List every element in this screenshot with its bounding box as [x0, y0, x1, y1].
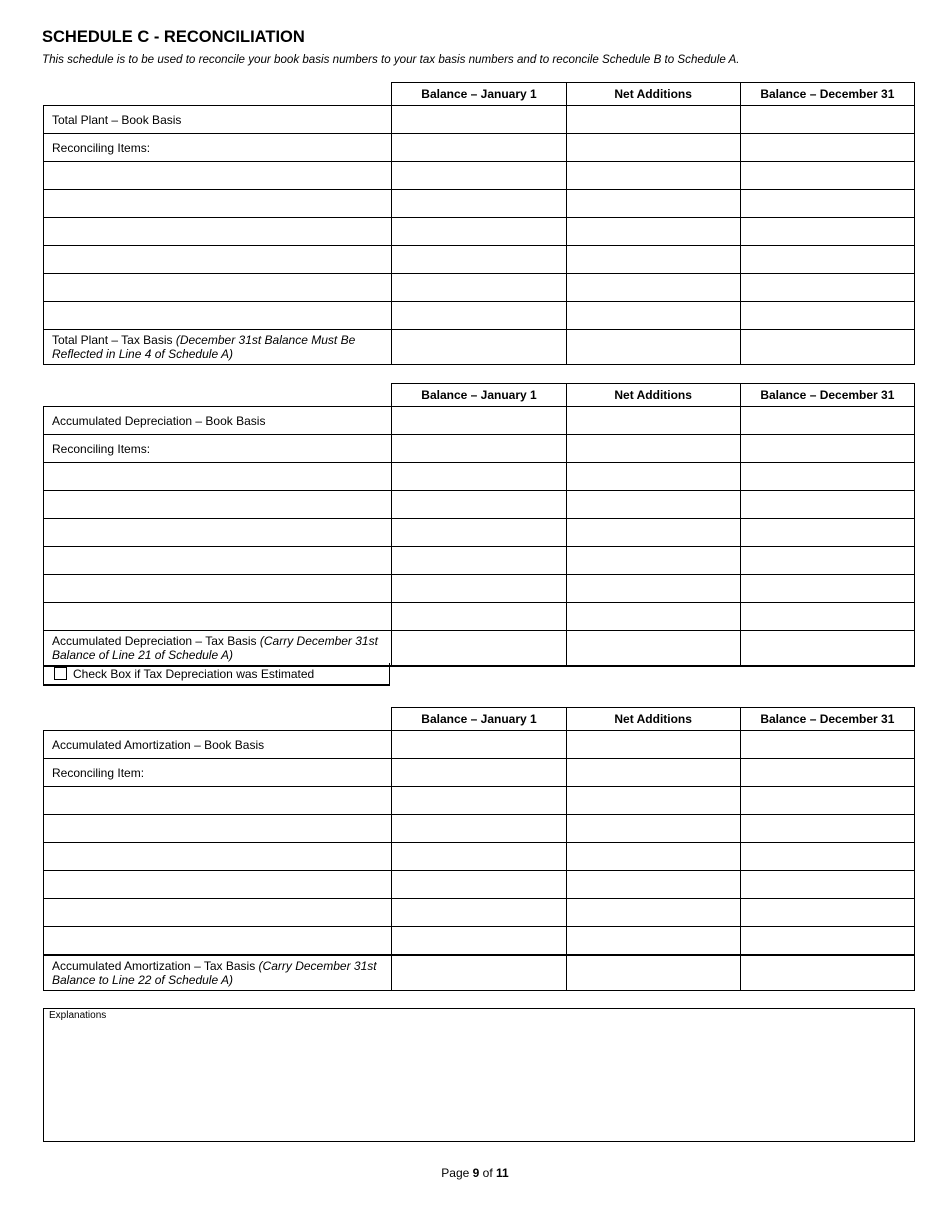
input-cell[interactable] [392, 330, 566, 365]
col-header-balance-jan: Balance – January 1 [392, 708, 566, 731]
plant-table [43, 82, 915, 365]
row-label: Accumulated Depreciation – Tax Basis (Carry December 31st Balance of Line 21 of Schedule A) [44, 631, 392, 667]
table-row [44, 246, 915, 274]
input-cell[interactable] [566, 246, 740, 274]
depreciation-table [43, 383, 915, 667]
table-row [44, 134, 915, 162]
input-cell[interactable] [44, 787, 392, 815]
input-cell[interactable] [740, 134, 914, 162]
input-cell[interactable] [740, 246, 914, 274]
input-cell[interactable] [392, 759, 566, 787]
input-cell[interactable] [392, 631, 566, 667]
input-cell[interactable] [740, 871, 914, 899]
input-cell[interactable] [566, 519, 740, 547]
input-cell[interactable] [566, 547, 740, 575]
row-label: Reconciling Items: [44, 435, 392, 463]
input-cell[interactable] [740, 190, 914, 218]
table-row [44, 463, 915, 491]
input-cell[interactable] [740, 843, 914, 871]
input-cell[interactable] [566, 871, 740, 899]
input-cell[interactable] [392, 435, 566, 463]
input-cell[interactable] [740, 927, 914, 956]
input-cell[interactable] [740, 899, 914, 927]
input-cell[interactable] [740, 162, 914, 190]
input-cell[interactable] [566, 190, 740, 218]
input-cell[interactable] [392, 815, 566, 843]
input-cell[interactable] [740, 815, 914, 843]
input-cell[interactable] [566, 731, 740, 759]
page-title: SCHEDULE C - RECONCILIATION [42, 28, 305, 46]
table-row [44, 274, 915, 302]
input-cell[interactable] [392, 246, 566, 274]
row-label: Accumulated Amortization – Book Basis [44, 731, 392, 759]
row-note: (December 31st Balance Must Be Reflected in Line 4 of Schedule A) [52, 333, 356, 361]
table-row [44, 603, 915, 631]
input-cell[interactable] [566, 631, 740, 667]
input-cell[interactable] [740, 463, 914, 491]
input-cell[interactable] [44, 843, 392, 871]
table-row [44, 955, 915, 991]
input-cell[interactable] [566, 603, 740, 631]
input-cell[interactable] [566, 463, 740, 491]
page-footer: Page 9 of 11 [441, 1166, 509, 1180]
input-cell[interactable] [566, 106, 740, 134]
col-header-balance-dec: Balance – December 31 [740, 708, 914, 731]
input-cell[interactable] [44, 575, 392, 603]
col-header-balance-jan: Balance – January 1 [392, 384, 566, 407]
input-cell[interactable] [44, 927, 392, 956]
input-cell[interactable] [392, 899, 566, 927]
input-cell[interactable] [740, 575, 914, 603]
input-cell[interactable] [740, 106, 914, 134]
input-cell[interactable] [392, 519, 566, 547]
input-cell[interactable] [566, 759, 740, 787]
col-header-net-additions: Net Additions [566, 83, 740, 106]
input-cell[interactable] [566, 162, 740, 190]
input-cell[interactable] [740, 407, 914, 435]
input-cell[interactable] [392, 843, 566, 871]
row-label: Accumulated Depreciation – Book Basis [44, 407, 392, 435]
input-cell[interactable] [740, 955, 914, 991]
amortization-table [43, 707, 915, 991]
table-row [44, 927, 915, 956]
input-cell[interactable] [566, 435, 740, 463]
input-cell[interactable] [566, 927, 740, 956]
input-cell[interactable] [44, 274, 392, 302]
page-number: 9 [472, 1166, 480, 1180]
col-header-net-additions: Net Additions [566, 384, 740, 407]
input-cell[interactable] [392, 491, 566, 519]
table-row [44, 631, 915, 667]
input-cell[interactable] [740, 547, 914, 575]
input-cell[interactable] [44, 302, 392, 330]
input-cell[interactable] [392, 955, 566, 991]
input-cell[interactable] [44, 218, 392, 246]
table-row [44, 330, 915, 365]
input-cell[interactable] [566, 302, 740, 330]
input-cell[interactable] [740, 218, 914, 246]
col-header-net-additions: Net Additions [566, 708, 740, 731]
input-cell[interactable] [392, 463, 566, 491]
input-cell[interactable] [740, 330, 914, 365]
input-cell[interactable] [740, 603, 914, 631]
input-cell[interactable] [44, 871, 392, 899]
explanations-box[interactable] [43, 1008, 915, 1142]
input-cell[interactable] [44, 547, 392, 575]
input-cell[interactable] [740, 302, 914, 330]
col-header-balance-jan: Balance – January 1 [392, 83, 566, 106]
input-cell[interactable] [44, 246, 392, 274]
table-row [44, 547, 915, 575]
table-row [44, 899, 915, 927]
col-header-balance-dec: Balance – December 31 [740, 384, 914, 407]
input-cell[interactable] [740, 787, 914, 815]
table-row [44, 815, 915, 843]
input-cell[interactable] [392, 547, 566, 575]
table-row [44, 190, 915, 218]
input-cell[interactable] [44, 519, 392, 547]
input-cell[interactable] [44, 899, 392, 927]
input-cell[interactable] [566, 330, 740, 365]
col-header-balance-dec: Balance – December 31 [740, 83, 914, 106]
input-cell[interactable] [566, 218, 740, 246]
table-row [44, 435, 915, 463]
input-cell[interactable] [392, 787, 566, 815]
table-row [44, 787, 915, 815]
input-cell[interactable] [392, 407, 566, 435]
table-row [44, 759, 915, 787]
input-cell[interactable] [566, 491, 740, 519]
input-cell[interactable] [44, 190, 392, 218]
input-cell[interactable] [566, 575, 740, 603]
input-cell[interactable] [392, 927, 566, 956]
input-cell[interactable] [566, 274, 740, 302]
table-row [44, 407, 915, 435]
input-cell[interactable] [392, 575, 566, 603]
checkbox-label: Check Box if Tax Depreciation was Estimated [73, 666, 315, 681]
table-row [44, 519, 915, 547]
table-row [44, 106, 915, 134]
input-cell[interactable] [740, 631, 914, 667]
input-cell[interactable] [740, 759, 914, 787]
page-subtitle: This schedule is to be used to reconcile your book basis numbers to your tax basis numbers and to reconcile Schedule B to Schedule A. [42, 53, 740, 66]
input-cell[interactable] [740, 435, 914, 463]
table-row [44, 843, 915, 871]
input-cell[interactable] [392, 162, 566, 190]
input-cell[interactable] [44, 463, 392, 491]
page-total: 11 [496, 1166, 509, 1180]
input-cell[interactable] [740, 731, 914, 759]
input-cell[interactable] [740, 274, 914, 302]
table-row [44, 575, 915, 603]
input-cell[interactable] [566, 843, 740, 871]
input-cell[interactable] [392, 274, 566, 302]
input-cell[interactable] [44, 603, 392, 631]
input-cell[interactable] [392, 731, 566, 759]
input-cell[interactable] [566, 134, 740, 162]
input-cell[interactable] [44, 815, 392, 843]
input-cell[interactable] [740, 491, 914, 519]
tax-depreciation-estimated-checkbox[interactable] [54, 667, 67, 680]
row-label: Reconciling Items: [44, 134, 392, 162]
row-label: Total Plant – Tax Basis (December 31st Balance Must Be Reflected in Line 4 of Schedule A) [44, 330, 392, 365]
tax-depreciation-estimated-row [43, 663, 390, 686]
table-row [44, 491, 915, 519]
input-cell[interactable] [44, 491, 392, 519]
input-cell[interactable] [392, 302, 566, 330]
row-note: (Carry December 31st Balance of Line 21 of Schedule A) [52, 634, 378, 662]
input-cell[interactable] [44, 162, 392, 190]
row-label: Accumulated Amortization – Tax Basis (Carry December 31st Balance to Line 22 of Schedule A) [44, 955, 392, 991]
input-cell[interactable] [392, 190, 566, 218]
table-row [44, 162, 915, 190]
input-cell[interactable] [392, 871, 566, 899]
table-row [44, 302, 915, 330]
input-cell[interactable] [392, 106, 566, 134]
input-cell[interactable] [566, 815, 740, 843]
row-label: Reconciling Item: [44, 759, 392, 787]
input-cell[interactable] [392, 134, 566, 162]
explanations-label: Explanations [49, 1010, 107, 1021]
row-note: (Carry December 31st Balance to Line 22 of Schedule A) [52, 959, 377, 987]
table-row [44, 731, 915, 759]
input-cell[interactable] [566, 407, 740, 435]
table-row [44, 871, 915, 899]
input-cell[interactable] [566, 787, 740, 815]
row-label: Total Plant – Book Basis [44, 106, 392, 134]
input-cell[interactable] [740, 519, 914, 547]
input-cell[interactable] [392, 218, 566, 246]
input-cell[interactable] [392, 603, 566, 631]
input-cell[interactable] [566, 955, 740, 991]
input-cell[interactable] [566, 899, 740, 927]
table-row [44, 218, 915, 246]
